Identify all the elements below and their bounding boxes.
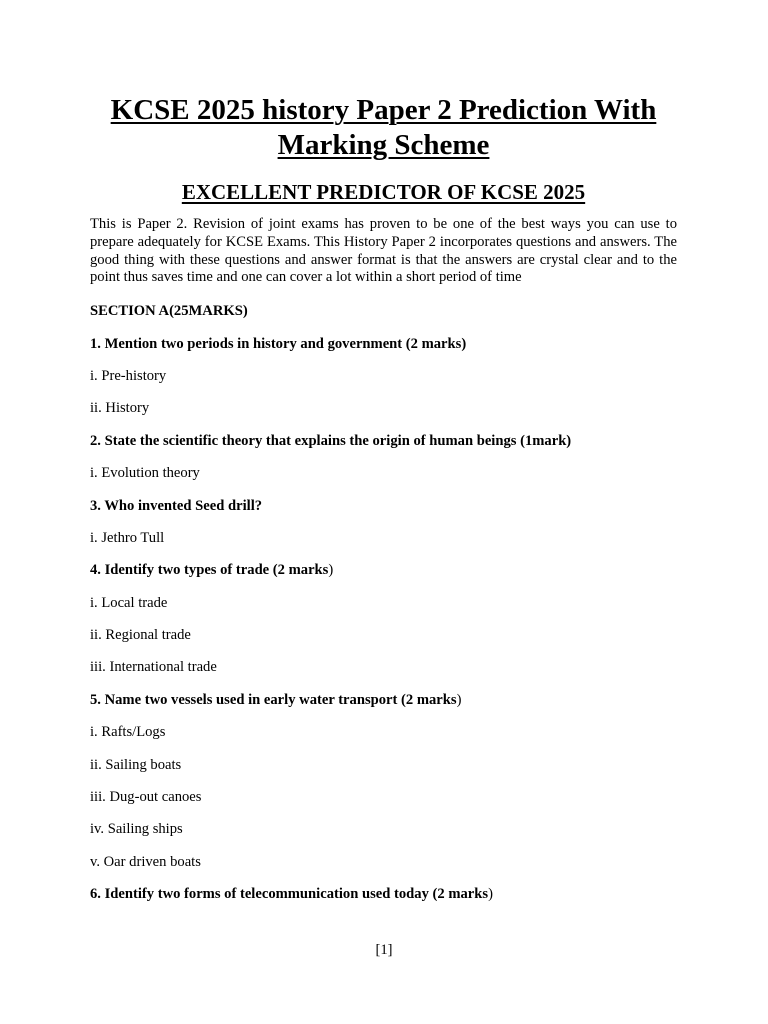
question-6	[90, 886, 677, 903]
answer-5-5: v. Oar driven boats	[90, 853, 201, 870]
answer-5-3: iii. Dug-out canoes	[90, 789, 202, 806]
question-4-text: 4. Identify two types of trade (2 marks	[90, 562, 329, 579]
question-5	[90, 692, 677, 709]
question-4	[90, 562, 677, 579]
answer-3-1: i. Jethro Tull	[90, 529, 165, 546]
answer-1-2: ii. History	[90, 400, 150, 417]
question-6-tail: )	[488, 886, 493, 903]
answer-5-4: iv. Sailing ships	[90, 821, 183, 838]
question-5-tail: )	[456, 691, 462, 708]
question-1: 1. Mention two periods in history and government (2 marks)	[90, 335, 467, 352]
intro-paragraph: This is Paper 2. Revision of joint exams has proven to be one of the best ways you can use to prepare adequately for KCSE Exams. This History Paper 2 incorporates questions and answers. The good thing with these questions and answer format is that the answers are crystal clear and to the point thus saves time and one can cover a lot within a short period of time	[90, 216, 677, 286]
answer-1-1: i. Pre-history	[90, 367, 167, 384]
question-3: 3. Who invented Seed drill?	[90, 497, 263, 514]
answer-4-1: i. Local trade	[90, 594, 168, 611]
question-4-tail: )	[328, 562, 334, 579]
question-5-text: 5. Name two vessels used in early water transport (2 marks	[90, 691, 457, 708]
question-6-text: 6. Identify two forms of telecommunication used today (2 marks	[90, 886, 489, 903]
document-subtitle: EXCELLENT PREDICTOR OF KCSE 2025	[181, 180, 586, 204]
answer-2-1: i. Evolution theory	[90, 465, 200, 482]
answer-5-1: i. Rafts/Logs	[90, 724, 166, 741]
answer-5-2: ii. Sailing boats	[90, 756, 182, 773]
section-heading: SECTION A(25MARKS)	[90, 303, 248, 320]
question-2: 2. State the scientific theory that explains the origin of human beings (1mark)	[90, 432, 572, 449]
answer-4-2: ii. Regional trade	[90, 627, 191, 644]
document-title: KCSE 2025 history Paper 2 Prediction With Marking Scheme	[110, 94, 657, 161]
answer-4-3: iii. International trade	[90, 659, 217, 676]
document-page	[90, 0, 677, 903]
page-number: [1]	[375, 942, 393, 958]
